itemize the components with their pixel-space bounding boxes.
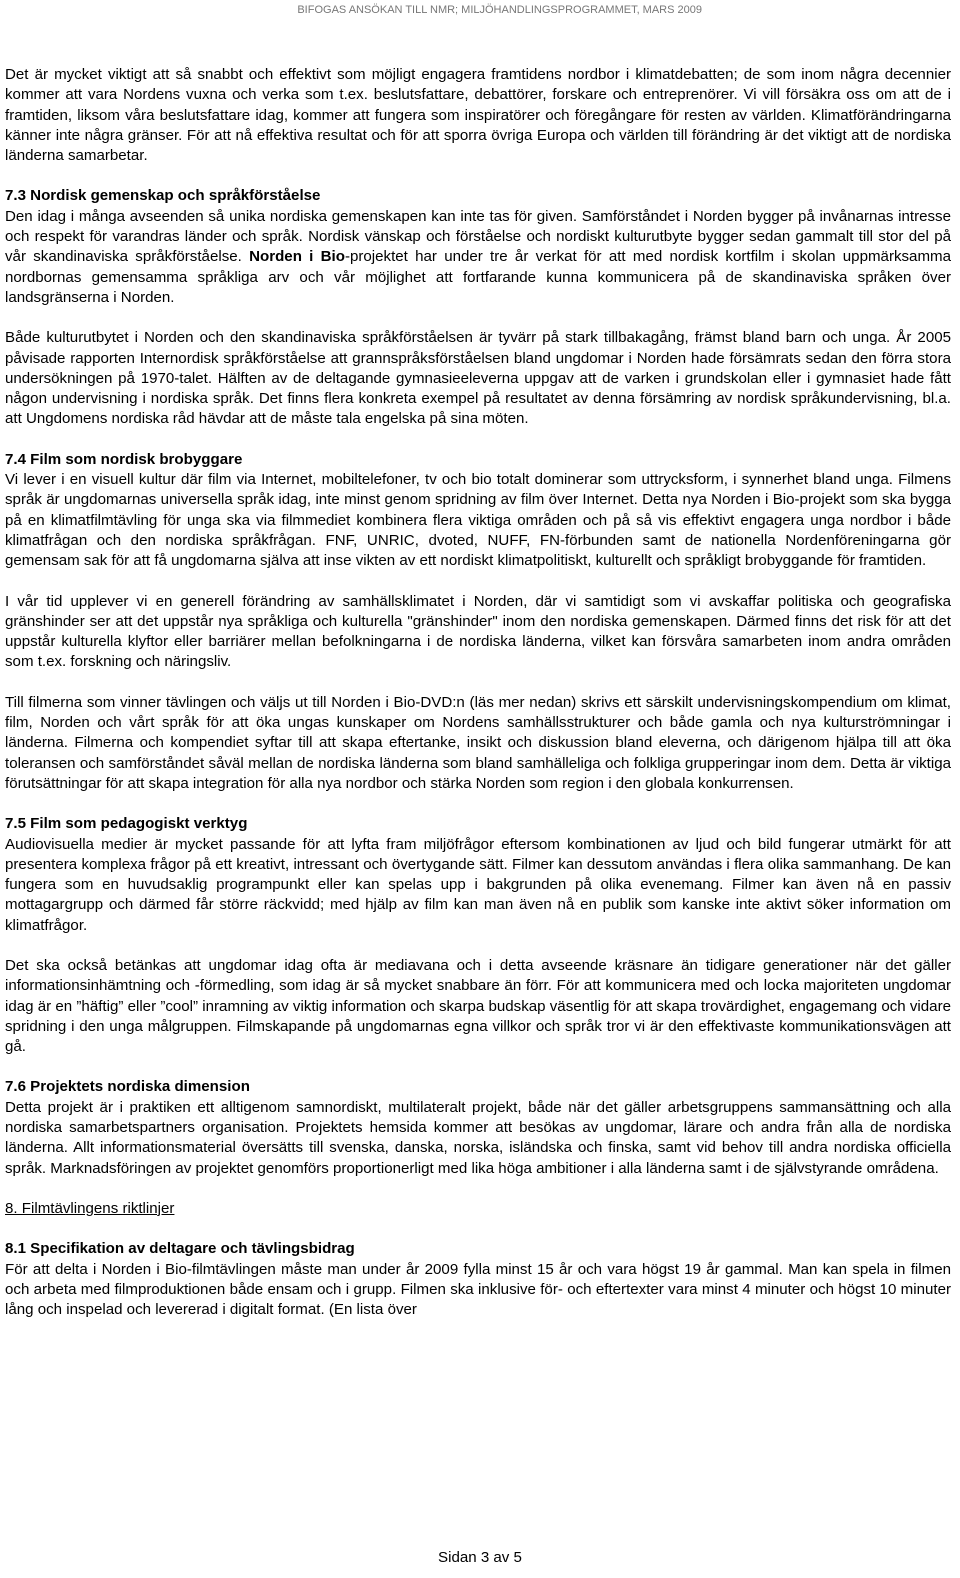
paragraph-7-4-3: Till filmerna som vinner tävlingen och väljs ut till Norden i Bio-DVD:n (läs mer nedan) skrivs ett särskilt undervisningskompendium om klimat, film, Norden och vårt språk för att öka ungas kunskaper om Nordens samhällsstrukturer och både gamla och nya kulturströmningar i länderna. Filmerna och kompendiet syftar till att skapa eftertanke, insikt och diskussion bland eleverna, och därigenom hjälpa till att öka toleransen och samförståndet såväl mellan de nordiska länderna som bland samhälleliga och folkliga grupperingar inom dem. Detta är viktiga förutsättningar för att skapa integration för alla nya nordbor och stärka Norden som region i den globala konkurrensen. (5, 693, 951, 792)
heading-7-3: 7.3 Nordisk gemenskap och språkförståelse (5, 187, 321, 205)
heading-7-6: 7.6 Projektets nordiska dimension (5, 1078, 250, 1096)
document-body (5, 65, 951, 1320)
heading-7-5: 7.5 Film som pedagogiskt verktyg (5, 815, 248, 833)
page-number: Sidan 3 av 5 (438, 1549, 522, 1566)
intro-paragraph: Det är mycket viktigt att så snabbt och effektivt som möjligt engagera framtidens nordbor i klimatdebatten; de som inom några decennier kommer att vara Nordens vuxna och verka som t.ex. beslutsfattare, debattörer, forskare och entreprenörer. Vi vill försäkra oss om att de i framtiden, liksom våra beslutsfattare idag, kommer att fungera som inspiratörer och föregångare för resten av världen. Klimatförändringarna känner inte några gränser. För att nå effektiva resultat och för att sporra övriga Europa och världen till förändring är det viktigt att de nordiska länderna samarbetar. (5, 66, 952, 165)
paragraph-7-6-1: Detta projekt är i praktiken ett alltigenom samnordiskt, multilateralt projekt, både när det gäller arbetsgruppens sammansättning och alla nordiska samarbetspartners organisation. Projektets hemsida kommer att besökas av ungdomar, lärare och andra från alla de nordiska länderna. Allt informationsmaterial översätts till svenska, danska, norska, isländska och finska, samt vid behov till andra nordiska officiella språk. Marknadsföringen av projektet genomförs proportionerligt med lika höga ambitioner i alla länderna samt i de självstyrande områdena. (5, 1098, 951, 1177)
paragraph-7-5-2: Det ska också betänkas att ungdomar idag ofta är mediavana och i detta avseende kräsnare än tidigare generationer när det gäller informationsinhämtning och -förmedling, som idag är så mycket snabbare än förr. För att kommunicera med och locka majoriteten ungdomar idag är en ”häftig” eller ”cool” inramning av viktig information och skarpa budskap väsentlig för att skapa trovärdighet, engagemang och vidare spridning i den unga målgruppen. Filmskapande på ungdomarnas egna villkor och språk tror vi är den effektivaste kommunikationsvägen att gå. (5, 956, 951, 1056)
heading-8: 8. Filmtävlingens riktlinjer (5, 1199, 175, 1217)
paragraph-7-3-1: Den idag i många avseenden så unika nordiska gemenskapen kan inte tas för given. Samförståndet i Norden bygger på invånarnas intresse och respekt för varandras länder och språk. Nordisk vänskap och förståelse och nordiskt kulturutbyte bygger sedan gammalt till stor del på vår skandinaviska språkförståelse. Norden i Bio-projektet har under tre år verkat för att med nordisk kortfilm i skolan uppmärksamma nordbornas gemensamma språkliga arv och vår möjlighet att fortfarande kunna kommunicera på de skandinaviska språken över landsgränserna i Norden. (5, 207, 951, 306)
paragraph-7-3-2: Både kulturutbytet i Norden och den skandinaviska språkförståelsen är tyvärr på stark tillbakagång, främst bland barn och unga. År 2005 påvisade rapporten Internordisk språkförståelse att grannspråksförståelsen bland ungdomar i Norden hade försämrats sedan den förra stora undersökningen på 1970-talet. Hälften av de deltagande gymnasieeleverna uppgav att de varken i grundskolan eller i gymnasiet hade fått någon undervisning i nordiska språk. Det finns flera konkreta exempel på resultatet av denna försämring av nordisk språkundervisning, bl.a. att Ungdomens nordiska råd hävdar att de måste tala engelska på sina möten. (5, 329, 951, 428)
page-header: BIFOGAS ANSÖKAN TILL NMR; MILJÖHANDLINGSPROGRAMMET, MARS 2009 (0, 0, 960, 20)
paragraph-7-5-1: Audiovisuella medier är mycket passande för att lyfta fram miljöfrågor eftersom kombinationen av ljud och bild fungerar utmärkt för att presentera komplexa frågor på ett kreativt, intressant och övertygande sätt. Filmer kan dessutom användas i flera olika sammanhang. De kan fungera som en huvudsaklig programpunkt eller kan spelas upp i bakgrunden på olika evenemang. Filmer kan även nå en passiv mottagargrupp och därmed får större räckvidd; med hjälp av film kan man även nå en publik som kanske inte aktivt söker information om klimatfrågor. (5, 835, 951, 934)
paragraph-7-4-1: Vi lever i en visuell kultur där film via Internet, mobiltelefoner, tv och bio totalt dominerar som uttrycksform, i synnerhet bland unga. Filmens språk är ungdomarnas universella språk idag, inte minst genom spridning av film över Internet. Detta nya Norden i Bio-projekt som ska bygga på en klimatfilmtävling för unga ska via filmmediet kombinera flera viktiga områden och på så vis effektivt engagera unga nordbor i både klimatfrågan och den nordiska språkfrågan. FNF, UNRIC, dvoted, NUFF, FN-förbunden samt de nationella Nordenföreningarna gör gemensam sak för att få ungdomarna själva att inse vikten av ett nordiskt klimatpolitiskt, kulturellt och språkligt brobyggande för framtiden. (5, 471, 951, 570)
paragraph-7-4-2: I vår tid upplever vi en generell förändring av samhällsklimatet i Norden, där vi samtidigt som vi avskaffar politiska och geografiska gränshinder ser att det uppstår nya språkliga och kulturella "gränshinder" inom den nordiska gemenskapen. Därmed finns det risk för att det uppstår kulturella klyftor eller barriärer mellan befolkningarna i de nordiska länderna, vilket kan försvåra samarbeten inom andra områden som t.ex. forskning och näringsliv. (5, 592, 951, 671)
heading-7-4: 7.4 Film som nordisk brobyggare (5, 450, 243, 468)
heading-8-1: 8.1 Specifikation av deltagare och tävlingsbidrag (5, 1240, 355, 1258)
paragraph-8-1-1: För att delta i Norden i Bio-filmtävlingen måste man under år 2009 fylla minst 15 år och vara högst 19 år gammal. Man kan spela in filmen och arbeta med filmproduktionen både ensam och i grupp. Filmen ska inklusive för- och eftertexter vara minst 4 minuter och högst 10 minuter lång och inspelad och levererad i digitalt format. (En lista över (5, 1260, 951, 1319)
